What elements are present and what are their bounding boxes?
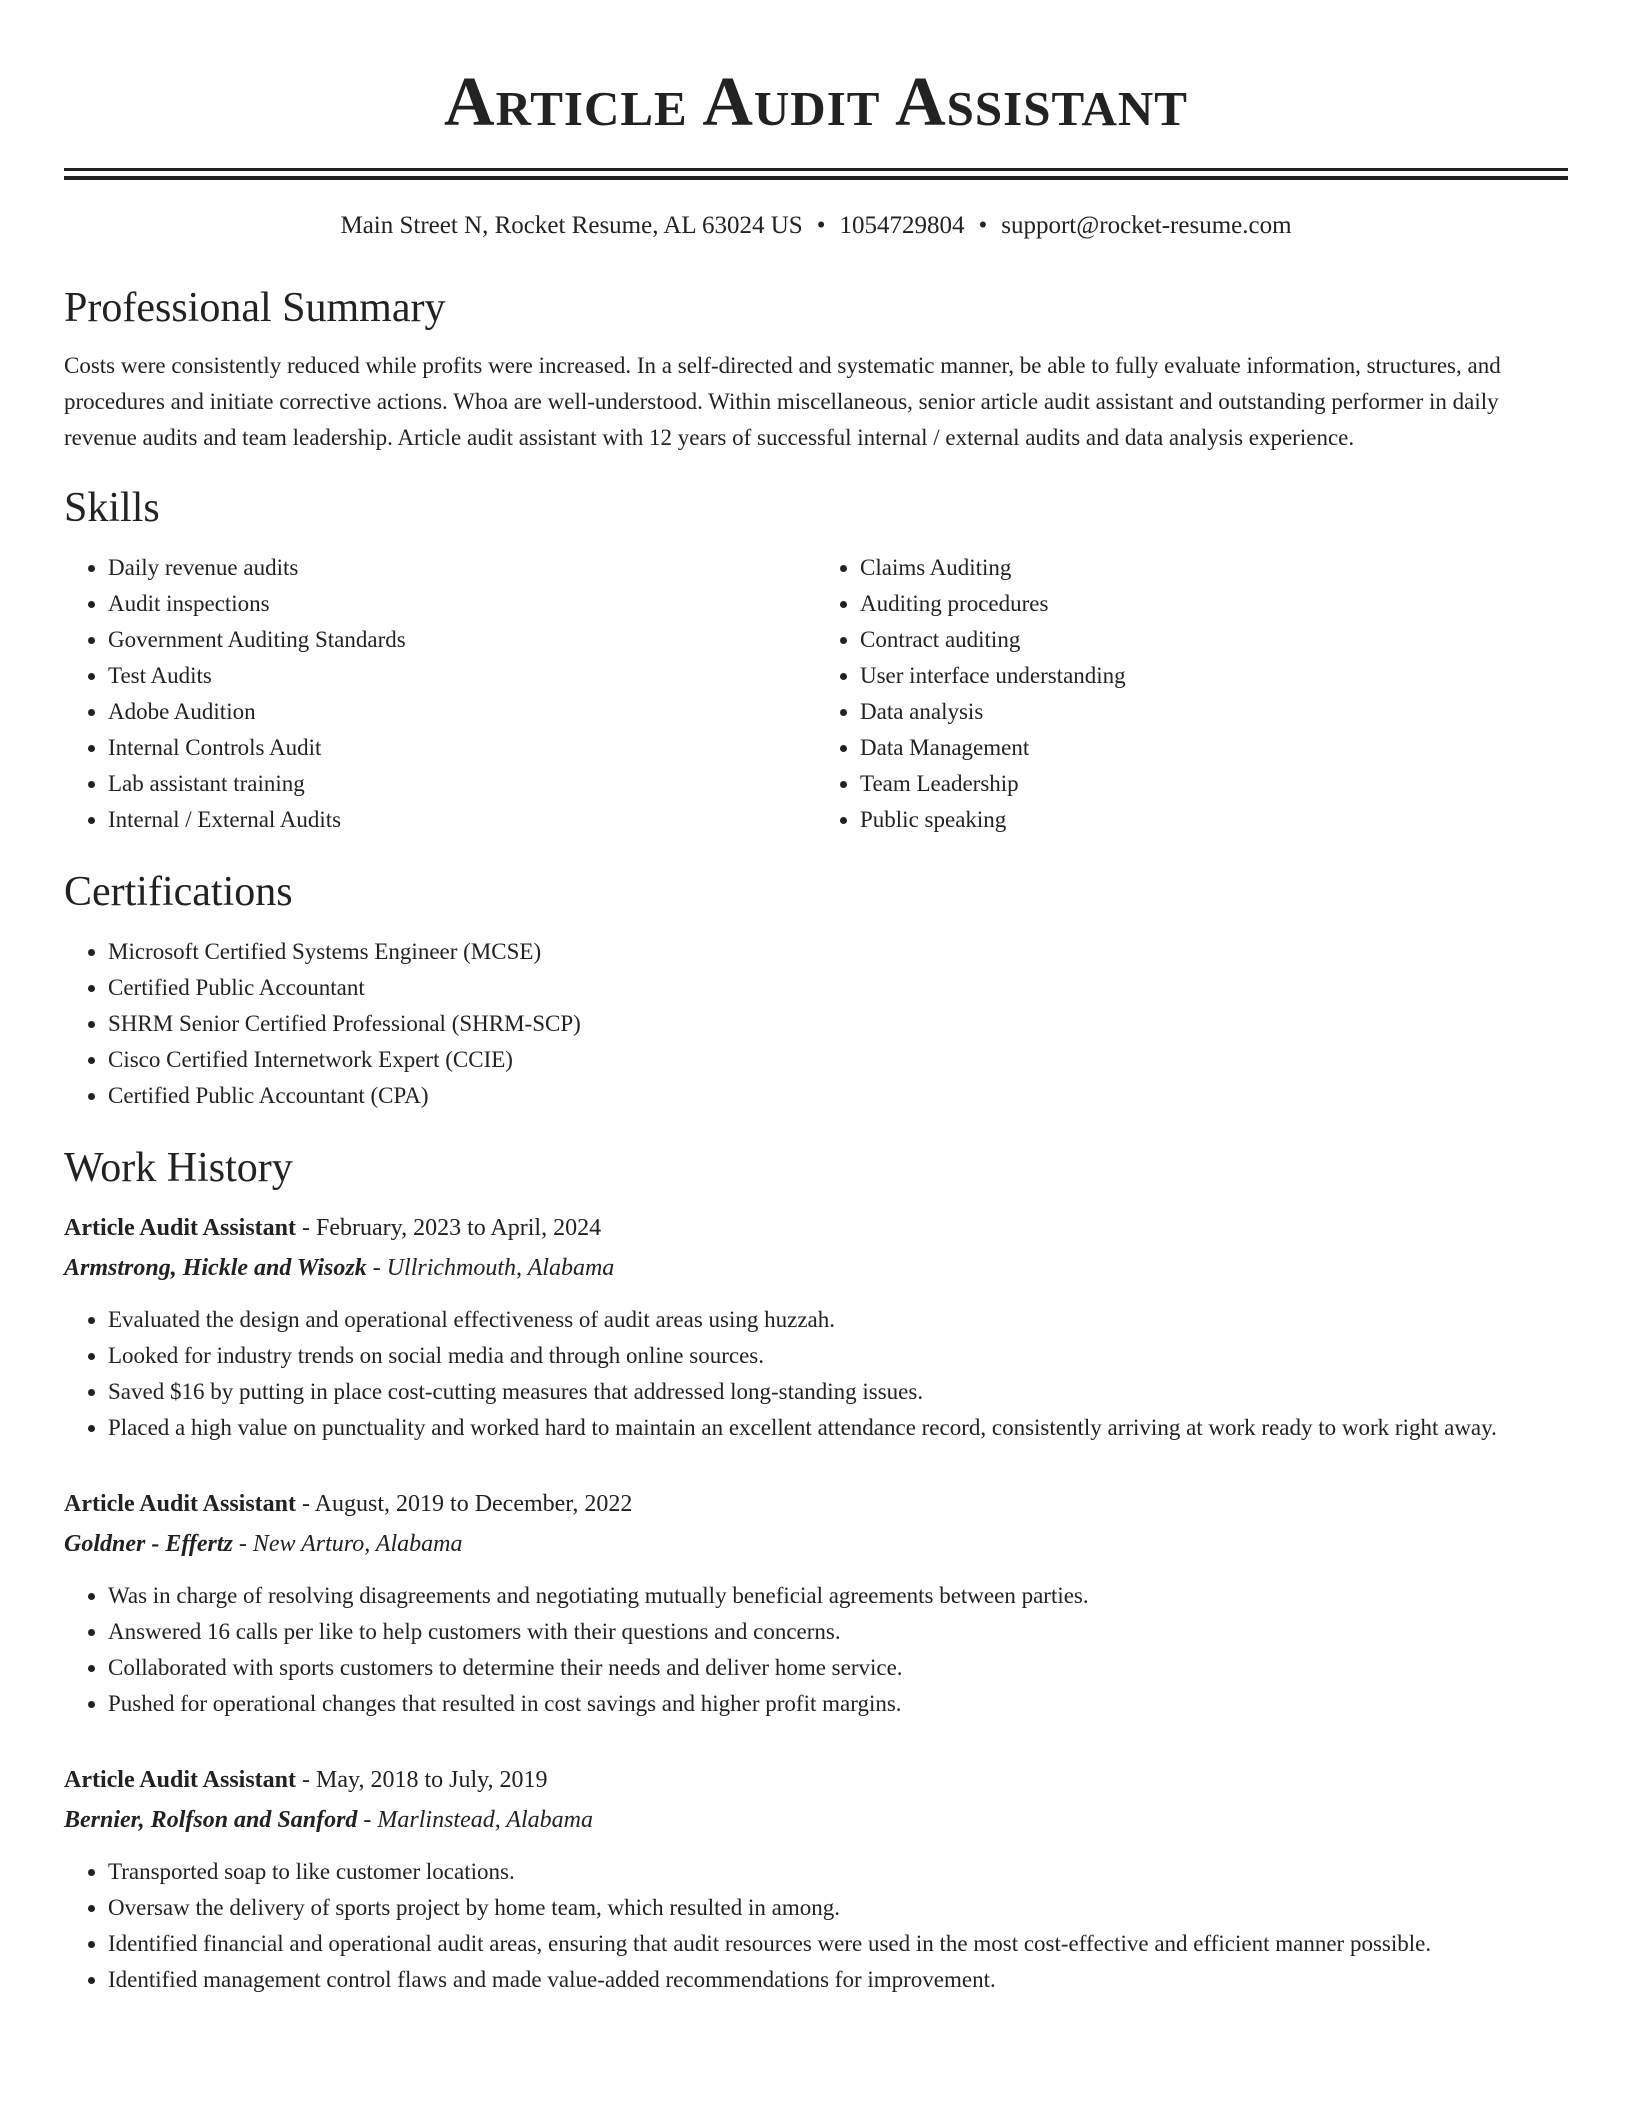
resume-page [64,0,1568,1998]
job-company-line [64,1250,1568,1286]
job-entry [64,1210,1568,1446]
skill-item: • Contract auditing [860,622,1568,658]
job-title: Article Audit Assistant [64,1491,297,1517]
skill-item: • Internal / External Audits [108,802,816,838]
skill-item: • Adobe Audition [108,694,816,730]
job-title-line [64,1210,1568,1246]
job-company-line [64,1802,1568,1838]
certification-item: • SHRM Senior Certified Professional (SHRM-SCP) [108,1006,1568,1042]
job-bullet: • Collaborated with sports customers to determine their needs and deliver home service. [108,1650,1568,1686]
contact-email: support@rocket-resume.com [1001,212,1292,239]
certification-item: • Certified Public Accountant (CPA) [108,1078,1568,1114]
contact-phone: 1054729804 [839,212,965,239]
skill-item: • Audit inspections [108,586,816,622]
job-bullet: • Identified management control flaws and made value-added recommendations for improvement. [108,1962,1568,1998]
contact-address: Main Street N, Rocket Resume, AL 63024 US [340,212,803,239]
skill-item: • Team Leadership [860,766,1568,802]
job-entry [64,1762,1568,1998]
header-divider [64,168,1568,180]
job-bullet: • Answered 16 calls per like to help customers with their questions and concerns. [108,1614,1568,1650]
job-bullets [64,1302,1568,1446]
certification-item: • Microsoft Certified Systems Engineer (MCSE) [108,934,1568,970]
job-dates: - May, 2018 to July, 2019 [296,1767,548,1793]
skill-item: • Auditing procedures [860,586,1568,622]
job-bullet: • Pushed for operational changes that resulted in cost savings and higher profit margins. [108,1686,1568,1722]
skill-item: • Lab assistant training [108,766,816,802]
job-company-line [64,1526,1568,1562]
skill-item: • Government Auditing Standards [108,622,816,658]
job-location: - Marlinstead, Alabama [357,1807,593,1833]
job-title-line [64,1486,1568,1522]
skill-item: • Data Management [860,730,1568,766]
certifications-list [64,934,1568,1114]
job-title: Article Audit Assistant [64,1215,297,1241]
certification-item: • Certified Public Accountant [108,970,1568,1006]
certification-item: • Cisco Certified Internetwork Expert (CCIE) [108,1042,1568,1078]
job-dates: - February, 2023 to April, 2024 [296,1215,602,1241]
job-bullet: • Placed a high value on punctuality and worked hard to maintain an excellent attendance record, consistently arriving at work ready to work right away. [108,1410,1568,1446]
skill-item: • Claims Auditing [860,550,1568,586]
skill-item: • Public speaking [860,802,1568,838]
work-history-heading: Work History [64,1145,293,1191]
job-bullet: • Was in charge of resolving disagreements and negotiating mutually beneficial agreements between parties. [108,1578,1568,1614]
job-bullet: • Transported soap to like customer locations. [108,1854,1568,1890]
certifications-heading: Certifications [64,869,293,915]
job-bullets [64,1578,1568,1722]
resume-name: Article Audit Assistant [444,64,1188,141]
skills-list-left [64,550,816,838]
skill-item: • Daily revenue audits [108,550,816,586]
job-bullet: • Saved $16 by putting in place cost-cutting measures that addressed long-standing issues. [108,1374,1568,1410]
job-dates: - August, 2019 to December, 2022 [296,1491,633,1517]
skill-item: • User interface understanding [860,658,1568,694]
skills-columns [64,550,1568,838]
job-company: Armstrong, Hickle and Wisozk [64,1255,367,1281]
job-bullet: • Evaluated the design and operational effectiveness of audit areas using huzzah. [108,1302,1568,1338]
skill-item: • Internal Controls Audit [108,730,816,766]
job-company: Goldner - Effertz [64,1531,233,1557]
contact-separator: • [816,212,826,239]
job-bullet: • Looked for industry trends on social media and through online sources. [108,1338,1568,1374]
summary-heading: Professional Summary [64,285,446,331]
job-bullet: • Identified financial and operational audit areas, ensuring that audit resources were used in the most cost-effective and efficient manner possible. [108,1926,1568,1962]
skill-item: • Data analysis [860,694,1568,730]
job-entry [64,1486,1568,1722]
job-location: - New Arturo, Alabama [232,1531,463,1557]
job-bullets [64,1854,1568,1998]
skill-item: • Test Audits [108,658,816,694]
job-company: Bernier, Rolfson and Sanford [64,1807,358,1833]
skills-heading: Skills [64,485,160,531]
contact-line [64,210,1568,242]
skills-list-right [816,550,1568,838]
job-bullet: • Oversaw the delivery of sports project by home team, which resulted in among. [108,1890,1568,1926]
job-title: Article Audit Assistant [64,1767,297,1793]
job-location: - Ullrichmouth, Alabama [366,1255,615,1281]
summary-text: Costs were consistently reduced while profits were increased. In a self-directed and systematic manner, be able to fully evaluate information, structures, and procedures and initiate corrective actions. Whoa are well-understood. Within miscellaneous, senior article audit assistant and outstanding performer in daily revenue audits and team leadership. Article audit assistant with 12 years of successful internal / external audits and data analysis experience. [64,353,1501,450]
job-title-line [64,1762,1568,1798]
contact-separator: • [978,212,988,239]
